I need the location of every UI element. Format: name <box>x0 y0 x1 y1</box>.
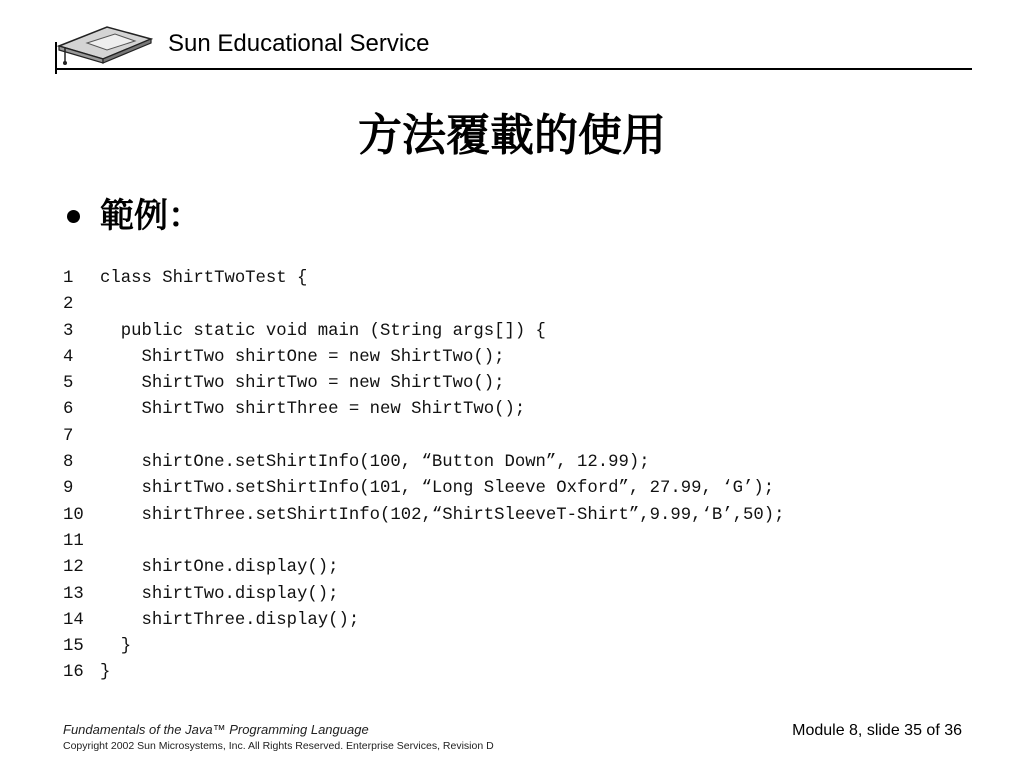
footer-copyright: Copyright 2002 Sun Microsystems, Inc. All Rights Reserved. Enterprise Services, Revision D <box>63 740 494 752</box>
line-number: 6 <box>63 400 74 420</box>
code-text: public static void main (String args[]) { <box>100 321 546 341</box>
code-line <box>63 476 784 502</box>
line-number: 14 <box>63 610 84 630</box>
code-text: shirtThree.display(); <box>100 610 360 630</box>
code-text: } <box>100 637 132 657</box>
footer-course-title: Fundamentals of the Java™ Programming Language <box>63 722 369 737</box>
code-line <box>63 397 784 423</box>
code-line <box>63 555 784 581</box>
code-line <box>63 266 784 292</box>
line-number: 16 <box>63 663 84 683</box>
slide-title: 方法覆載的使用 <box>358 110 666 161</box>
line-number: 8 <box>63 453 74 473</box>
code-text: ShirtTwo shirtTwo = new ShirtTwo(); <box>100 374 505 394</box>
code-line <box>63 371 784 397</box>
code-text: shirtTwo.setShirtInfo(101, “Long Sleeve Oxford”, 27.99, ‘G’); <box>100 479 775 499</box>
line-number: 7 <box>63 426 74 446</box>
code-line <box>63 608 784 634</box>
code-text: shirtOne.display(); <box>100 558 339 578</box>
graduation-cap-icon <box>57 22 153 66</box>
line-number: 3 <box>63 321 74 341</box>
code-line <box>63 503 784 529</box>
code-listing <box>63 266 784 687</box>
code-text: ShirtTwo shirtOne = new ShirtTwo(); <box>100 347 505 367</box>
code-text: shirtThree.setShirtInfo(102,“ShirtSleeveT-Shirt”,9.99,‘B’,50); <box>100 505 785 525</box>
bullet-dot <box>67 210 80 223</box>
organization-name: Sun Educational Service <box>168 30 430 57</box>
code-text: class ShirtTwoTest { <box>100 269 308 288</box>
code-text: shirtOne.setShirtInfo(100, “Button Down”, 12.99); <box>100 453 650 473</box>
code-text: ShirtTwo shirtThree = new ShirtTwo(); <box>100 400 526 420</box>
bullet-text: 範例： <box>100 196 202 236</box>
line-number: 2 <box>63 295 74 315</box>
line-number: 10 <box>63 505 84 525</box>
code-line <box>63 450 784 476</box>
code-text: shirtTwo.display(); <box>100 584 339 604</box>
code-line <box>63 529 784 555</box>
code-line <box>63 319 784 345</box>
line-number: 15 <box>63 637 84 657</box>
line-number: 1 <box>63 269 74 288</box>
code-line <box>63 345 784 371</box>
code-text: } <box>100 663 111 683</box>
line-number: 13 <box>63 584 84 604</box>
code-line <box>63 634 784 660</box>
line-number: 12 <box>63 558 84 578</box>
line-number: 4 <box>63 347 74 367</box>
code-line <box>63 660 784 686</box>
footer-slide-number: Module 8, slide 35 of 36 <box>792 722 962 739</box>
code-line <box>63 424 784 450</box>
code-line <box>63 292 784 318</box>
line-number: 11 <box>63 531 84 551</box>
header-rule <box>55 68 972 70</box>
code-line <box>63 582 784 608</box>
line-number: 5 <box>63 374 74 394</box>
line-number: 9 <box>63 479 74 499</box>
